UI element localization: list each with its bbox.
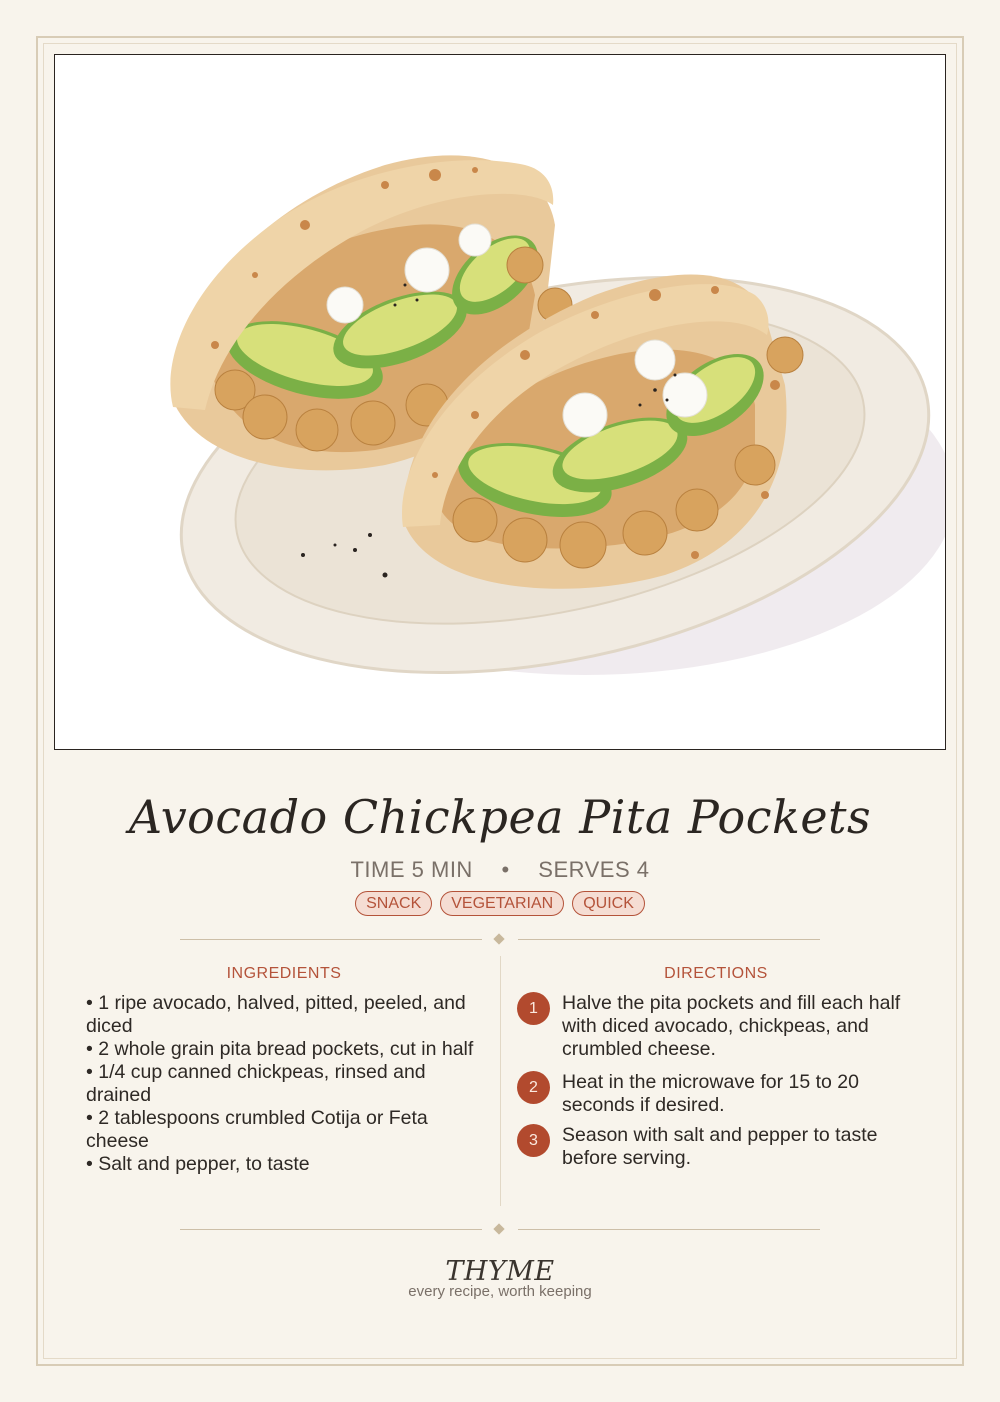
- time-label: TIME 5 MIN: [350, 857, 473, 882]
- ingredient-item: • Salt and pepper, to taste: [86, 1153, 310, 1175]
- ingredient-item: • 1 ripe avocado, halved, pitted, peeled, and diced: [86, 992, 466, 1037]
- pita-illustration: [55, 55, 946, 750]
- step-number-badge: 3: [517, 1124, 550, 1157]
- ingredient-item: • 2 tablespoons crumbled Cotija or Feta cheese: [86, 1107, 428, 1152]
- ingredients-heading: INGREDIENTS: [226, 965, 342, 982]
- recipe-photo: [54, 54, 946, 750]
- serves-label: SERVES 4: [538, 857, 650, 882]
- tag-snack[interactable]: SNACK: [355, 891, 432, 916]
- direction-step: [517, 1124, 917, 1170]
- directions-list: [517, 992, 917, 1170]
- brand-tagline: every recipe, worth keeping: [408, 1283, 592, 1300]
- divider-line: [518, 1229, 820, 1230]
- divider-line: [180, 1229, 482, 1230]
- column-separator: [500, 956, 501, 1206]
- directions-heading: DIRECTIONS: [664, 965, 768, 982]
- step-text: Season with salt and pepper to taste before serving.: [562, 1124, 878, 1169]
- tag-list: [0, 891, 1000, 916]
- direction-step: [517, 1071, 917, 1117]
- recipe-meta: [0, 857, 1000, 883]
- tag-vegetarian[interactable]: VEGETARIAN: [440, 891, 564, 916]
- divider-top: [180, 933, 820, 947]
- ingredient-item: • 2 whole grain pita bread pockets, cut in half: [86, 1038, 474, 1060]
- recipe-title: Avocado Chickpea Pita Pockets: [128, 790, 872, 844]
- step-text: Heat in the microwave for 15 to 20 seconds if desired.: [562, 1071, 859, 1116]
- brand-logo: THYME: [445, 1256, 555, 1287]
- ingredient-item: • 1/4 cup canned chickpeas, rinsed and drained: [86, 1061, 426, 1106]
- meta-separator: •: [501, 857, 510, 882]
- tag-quick[interactable]: QUICK: [572, 891, 645, 916]
- divider-line: [180, 939, 482, 940]
- step-number-badge: 1: [517, 992, 550, 1025]
- diamond-ornament-icon: [493, 933, 504, 944]
- ingredients-list: [86, 992, 491, 1176]
- divider-bottom: [180, 1223, 820, 1237]
- step-number-badge: 2: [517, 1071, 550, 1104]
- step-text: Halve the pita pockets and fill each half with diced avocado, chickpeas, and crumbled cheese.: [562, 992, 901, 1060]
- diamond-ornament-icon: [493, 1223, 504, 1234]
- divider-line: [518, 939, 820, 940]
- direction-step: [517, 992, 917, 1061]
